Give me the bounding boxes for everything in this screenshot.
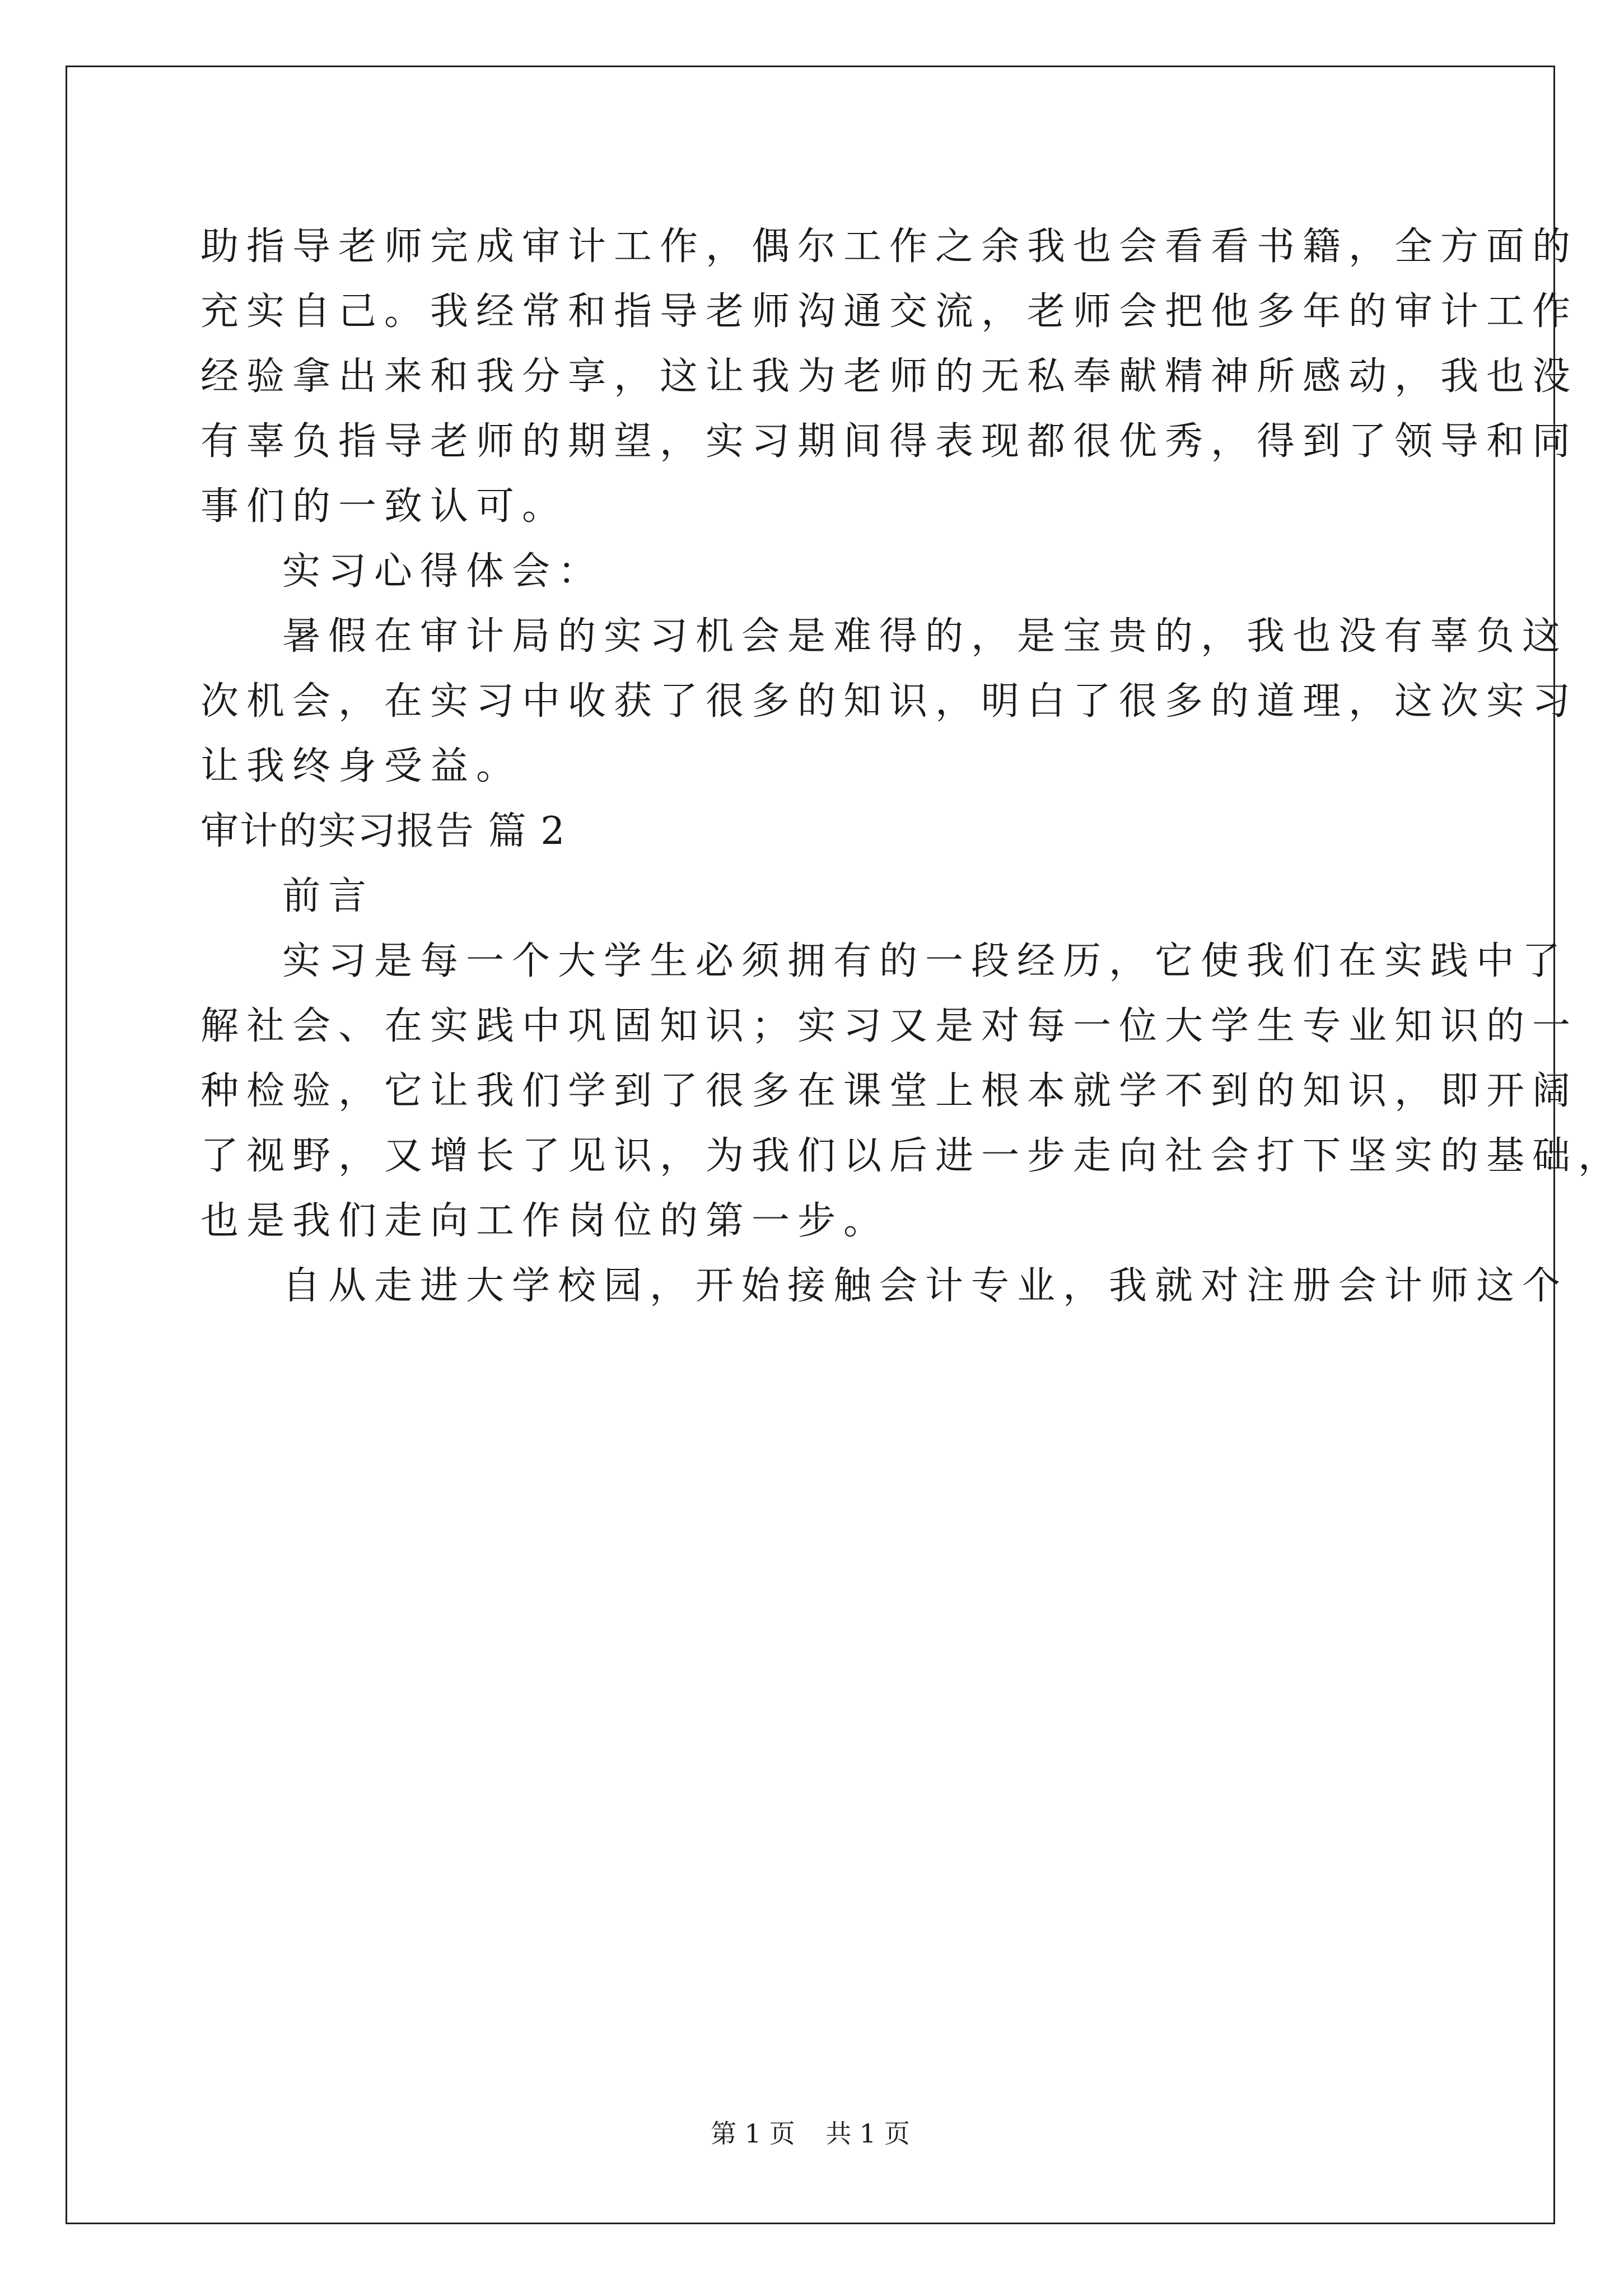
section-label: 实习心得体会： [282, 549, 604, 594]
paragraph-line: 了视野，又增长了见识，为我们以后进一步走向社会打下坚实的基础， [200, 1134, 1624, 1178]
paragraph-line: 实习是每一个大学生必须拥有的一段经历，它使我们在实践中了 [282, 939, 1569, 983]
paragraph-line: 事们的一致认可。 [200, 484, 568, 529]
paragraph-line: 助指导老师完成审计工作，偶尔工作之余我也会看看书籍，全方面的 [200, 225, 1579, 269]
paragraph-line: 种检验，它让我们学到了很多在课堂上根本就学不到的知识，即开阔 [200, 1069, 1579, 1113]
paragraph-line: 有辜负指导老师的期望，实习期间得表现都很优秀，得到了领导和同 [200, 419, 1579, 464]
page-number-current: 第 1 页 [711, 2118, 795, 2149]
paragraph-line: 自从走进大学校园，开始接触会计专业，我就对注册会计师这个 [282, 1264, 1569, 1308]
page-number-total: 共 1 页 [825, 2118, 910, 2149]
paragraph-line: 次机会，在实习中收获了很多的知识，明白了很多的道理，这次实习 [200, 679, 1579, 723]
paragraph-line: 经验拿出来和我分享，这让我为老师的无私奉献精神所感动，我也没 [200, 354, 1579, 399]
page-footer [0, 2117, 1621, 2150]
paragraph-line: 充实自己。我经常和指导老师沟通交流，老师会把他多年的审计工作 [200, 290, 1579, 334]
subsection-title: 前言 [282, 874, 375, 918]
paragraph-line: 也是我们走向工作岗位的第一步。 [200, 1199, 890, 1243]
paragraph-line: 解社会、在实践中巩固知识；实习又是对每一位大学生专业知识的一 [200, 1004, 1579, 1048]
document-body [200, 214, 1624, 1319]
paragraph-line: 让我终身受益。 [200, 744, 522, 788]
paragraph-line: 暑假在审计局的实习机会是难得的，是宝贵的，我也没有辜负这 [282, 614, 1569, 659]
section-heading: 审计的实习报告 篇 2 [200, 809, 566, 853]
